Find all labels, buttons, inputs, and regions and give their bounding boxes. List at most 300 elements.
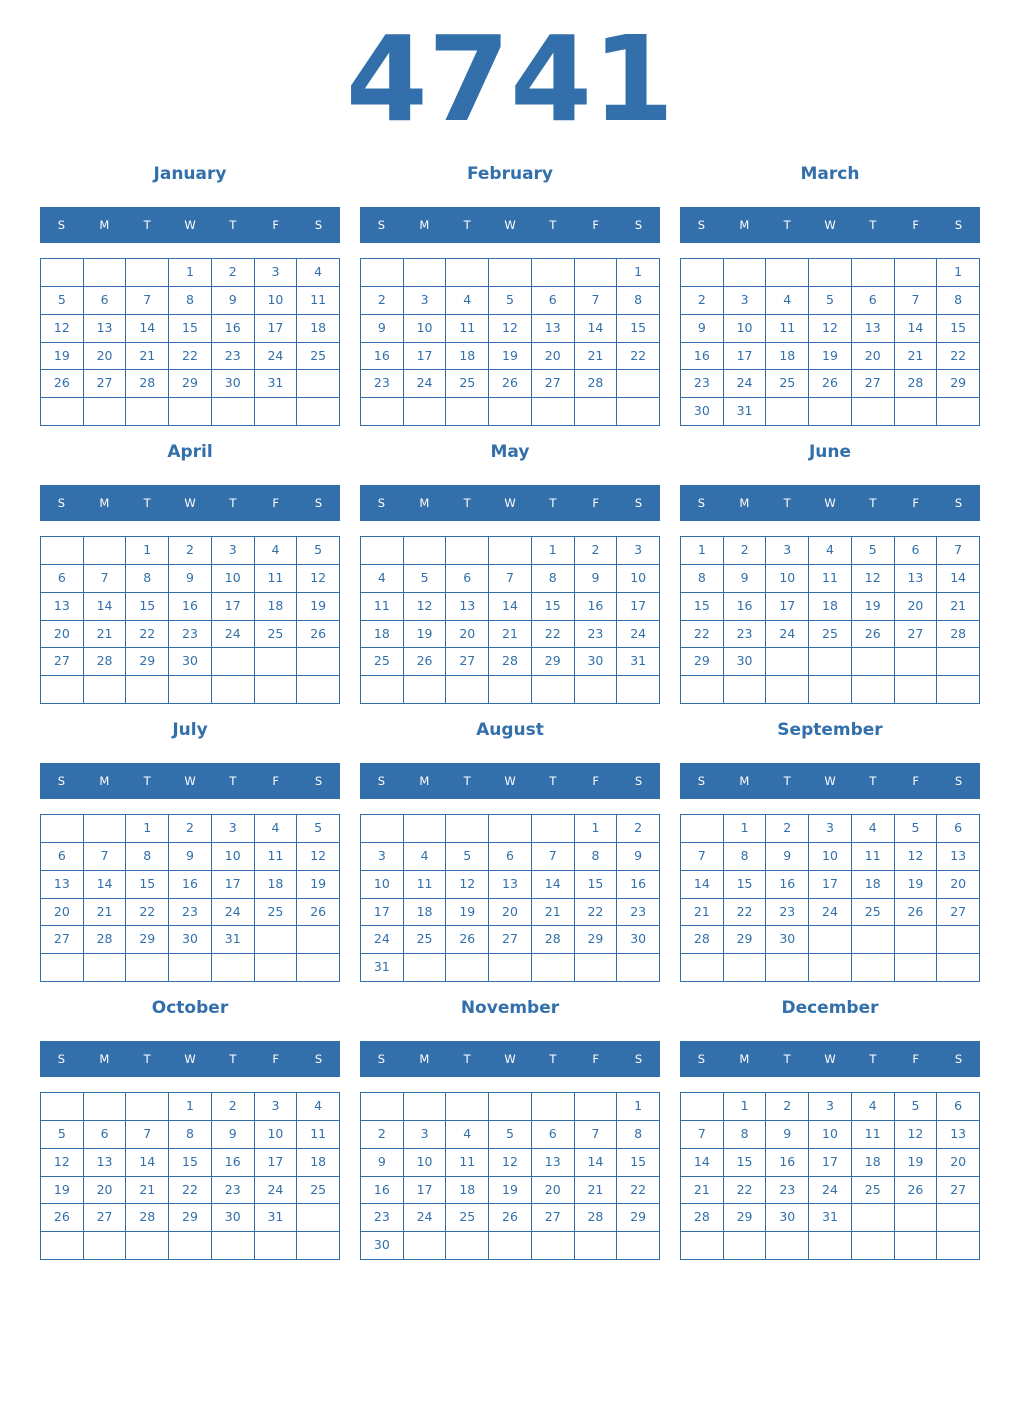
- day-cell: 5: [489, 1121, 532, 1149]
- day-cell: 8: [681, 565, 724, 593]
- day-cell: 6: [41, 565, 84, 593]
- day-cell: 2: [361, 287, 404, 315]
- day-cell: 6: [852, 287, 895, 315]
- weekday-label: S: [697, 496, 706, 510]
- day-cell: 16: [681, 343, 724, 371]
- weekday-label: W: [824, 774, 836, 788]
- weekday-label: S: [377, 496, 386, 510]
- empty-day-cell: [41, 815, 84, 843]
- weekday-label: W: [824, 1052, 836, 1066]
- day-cell: 5: [446, 843, 489, 871]
- empty-day-cell: [766, 1232, 809, 1260]
- day-cell: 22: [169, 1177, 212, 1205]
- weekday-header: [40, 207, 340, 243]
- day-cell: 11: [809, 565, 852, 593]
- day-cell: 4: [255, 537, 298, 565]
- empty-day-cell: [297, 926, 340, 954]
- weekday-label: W: [184, 774, 196, 788]
- month-name: July: [172, 720, 208, 740]
- day-cell: 25: [852, 1177, 895, 1205]
- day-cell: 24: [404, 1204, 447, 1232]
- empty-day-cell: [852, 1232, 895, 1260]
- day-cell: 28: [126, 370, 169, 398]
- weekday-label: T: [869, 496, 877, 510]
- day-cell: 30: [169, 648, 212, 676]
- day-cell: 8: [532, 565, 575, 593]
- day-cell: 13: [84, 1149, 127, 1177]
- day-cell: 8: [169, 1121, 212, 1149]
- day-cell: 19: [404, 621, 447, 649]
- day-cell: 26: [489, 370, 532, 398]
- empty-day-cell: [724, 954, 767, 982]
- day-cell: 18: [404, 899, 447, 927]
- day-cell: 30: [212, 370, 255, 398]
- weekday-label: S: [954, 774, 963, 788]
- day-cell: 17: [212, 593, 255, 621]
- day-cell: 7: [937, 537, 980, 565]
- day-cell: 25: [297, 1177, 340, 1205]
- weekday-label: F: [272, 1052, 280, 1066]
- day-cell: 30: [766, 926, 809, 954]
- weekday-label: S: [57, 496, 66, 510]
- day-cell: 8: [724, 1121, 767, 1149]
- empty-day-cell: [895, 676, 938, 704]
- day-cell: 14: [681, 1149, 724, 1177]
- day-grid: [360, 258, 660, 426]
- empty-day-cell: [724, 259, 767, 287]
- weekday-label: T: [549, 1052, 557, 1066]
- day-cell: 26: [809, 370, 852, 398]
- day-cell: 22: [169, 343, 212, 371]
- day-cell: 21: [126, 1177, 169, 1205]
- empty-day-cell: [895, 1232, 938, 1260]
- weekday-label: M: [739, 496, 750, 510]
- day-cell: 27: [937, 1177, 980, 1205]
- weekday-label: T: [463, 1052, 471, 1066]
- day-cell: 24: [212, 899, 255, 927]
- day-cell: 1: [724, 815, 767, 843]
- empty-day-cell: [852, 676, 895, 704]
- day-cell: 7: [895, 287, 938, 315]
- empty-day-cell: [255, 398, 298, 426]
- empty-day-cell: [126, 398, 169, 426]
- day-cell: 20: [446, 621, 489, 649]
- day-cell: 1: [126, 815, 169, 843]
- day-cell: 29: [169, 370, 212, 398]
- day-cell: 26: [297, 899, 340, 927]
- day-cell: 15: [532, 593, 575, 621]
- day-cell: 8: [937, 287, 980, 315]
- weekday-header: [40, 763, 340, 799]
- day-cell: 17: [404, 1177, 447, 1205]
- day-cell: 5: [297, 537, 340, 565]
- weekday-header: [360, 485, 660, 521]
- day-cell: 10: [809, 843, 852, 871]
- day-cell: 4: [852, 1093, 895, 1121]
- day-cell: 12: [489, 315, 532, 343]
- day-cell: 14: [84, 593, 127, 621]
- empty-day-cell: [361, 815, 404, 843]
- day-cell: 11: [297, 287, 340, 315]
- day-cell: 6: [532, 287, 575, 315]
- day-cell: 18: [852, 871, 895, 899]
- weekday-label: W: [184, 496, 196, 510]
- day-cell: 12: [446, 871, 489, 899]
- day-cell: 20: [937, 871, 980, 899]
- weekday-label: M: [99, 218, 110, 232]
- empty-day-cell: [937, 1204, 980, 1232]
- empty-day-cell: [84, 1093, 127, 1121]
- day-cell: 4: [404, 843, 447, 871]
- weekday-label: F: [912, 1052, 920, 1066]
- day-cell: 15: [169, 315, 212, 343]
- day-cell: 11: [255, 843, 298, 871]
- empty-day-cell: [766, 398, 809, 426]
- day-cell: 30: [724, 648, 767, 676]
- empty-day-cell: [404, 398, 447, 426]
- day-cell: 5: [895, 815, 938, 843]
- empty-day-cell: [852, 648, 895, 676]
- day-cell: 26: [852, 621, 895, 649]
- day-cell: 21: [84, 621, 127, 649]
- month-name: May: [490, 442, 530, 462]
- day-cell: 16: [575, 593, 618, 621]
- day-cell: 23: [212, 343, 255, 371]
- empty-day-cell: [404, 259, 447, 287]
- day-cell: 7: [681, 1121, 724, 1149]
- day-cell: 9: [681, 315, 724, 343]
- weekday-label: F: [912, 218, 920, 232]
- day-grid: [680, 258, 980, 426]
- empty-day-cell: [532, 1093, 575, 1121]
- day-cell: 24: [212, 621, 255, 649]
- empty-day-cell: [617, 1232, 660, 1260]
- empty-day-cell: [532, 815, 575, 843]
- day-cell: 24: [255, 1177, 298, 1205]
- day-cell: 25: [404, 926, 447, 954]
- empty-day-cell: [297, 954, 340, 982]
- day-cell: 31: [809, 1204, 852, 1232]
- empty-day-cell: [361, 676, 404, 704]
- day-cell: 27: [446, 648, 489, 676]
- day-cell: 31: [212, 926, 255, 954]
- day-cell: 20: [532, 343, 575, 371]
- day-cell: 9: [766, 1121, 809, 1149]
- day-cell: 27: [895, 621, 938, 649]
- empty-day-cell: [361, 398, 404, 426]
- weekday-label: M: [739, 218, 750, 232]
- empty-day-cell: [41, 954, 84, 982]
- weekday-label: T: [463, 496, 471, 510]
- day-cell: 22: [126, 899, 169, 927]
- month-name: November: [460, 998, 560, 1018]
- weekday-label: S: [697, 218, 706, 232]
- day-cell: 25: [446, 370, 489, 398]
- day-cell: 4: [297, 259, 340, 287]
- day-cell: 6: [937, 1093, 980, 1121]
- day-cell: 19: [446, 899, 489, 927]
- day-cell: 15: [937, 315, 980, 343]
- day-cell: 7: [126, 287, 169, 315]
- weekday-label: T: [229, 496, 237, 510]
- day-cell: 22: [724, 899, 767, 927]
- day-cell: 23: [617, 899, 660, 927]
- day-cell: 2: [361, 1121, 404, 1149]
- day-cell: 9: [361, 315, 404, 343]
- empty-day-cell: [126, 259, 169, 287]
- day-cell: 19: [489, 1177, 532, 1205]
- day-cell: 1: [937, 259, 980, 287]
- empty-day-cell: [404, 676, 447, 704]
- empty-day-cell: [937, 676, 980, 704]
- empty-day-cell: [41, 398, 84, 426]
- day-cell: 5: [809, 287, 852, 315]
- day-cell: 18: [297, 315, 340, 343]
- day-grid: [680, 536, 980, 704]
- weekday-label: F: [592, 218, 600, 232]
- empty-day-cell: [489, 537, 532, 565]
- day-cell: 7: [489, 565, 532, 593]
- empty-day-cell: [84, 954, 127, 982]
- day-cell: 14: [489, 593, 532, 621]
- empty-day-cell: [255, 676, 298, 704]
- day-grid: [360, 814, 660, 982]
- day-cell: 1: [617, 1093, 660, 1121]
- day-cell: 5: [297, 815, 340, 843]
- day-cell: 4: [255, 815, 298, 843]
- day-cell: 17: [724, 343, 767, 371]
- weekday-label: T: [549, 774, 557, 788]
- empty-day-cell: [489, 398, 532, 426]
- empty-day-cell: [169, 676, 212, 704]
- day-cell: 13: [84, 315, 127, 343]
- day-cell: 19: [41, 1177, 84, 1205]
- day-cell: 10: [212, 565, 255, 593]
- weekday-label: F: [592, 774, 600, 788]
- empty-day-cell: [809, 648, 852, 676]
- day-cell: 10: [212, 843, 255, 871]
- weekday-label: F: [592, 1052, 600, 1066]
- day-cell: 5: [404, 565, 447, 593]
- day-cell: 16: [766, 1149, 809, 1177]
- day-cell: 21: [681, 899, 724, 927]
- empty-day-cell: [937, 954, 980, 982]
- day-cell: 13: [41, 593, 84, 621]
- day-cell: 29: [575, 926, 618, 954]
- day-cell: 12: [895, 843, 938, 871]
- day-cell: 7: [126, 1121, 169, 1149]
- empty-day-cell: [617, 370, 660, 398]
- day-cell: 18: [297, 1149, 340, 1177]
- day-grid: [360, 1092, 660, 1260]
- day-cell: 29: [724, 1204, 767, 1232]
- day-cell: 13: [532, 315, 575, 343]
- day-cell: 15: [575, 871, 618, 899]
- day-cell: 10: [361, 871, 404, 899]
- day-cell: 23: [361, 1204, 404, 1232]
- day-cell: 18: [852, 1149, 895, 1177]
- day-cell: 21: [575, 1177, 618, 1205]
- day-cell: 22: [575, 899, 618, 927]
- day-cell: 23: [169, 899, 212, 927]
- empty-day-cell: [84, 259, 127, 287]
- day-cell: 9: [361, 1149, 404, 1177]
- weekday-label: W: [824, 218, 836, 232]
- day-cell: 3: [212, 537, 255, 565]
- empty-day-cell: [126, 1093, 169, 1121]
- day-cell: 25: [446, 1204, 489, 1232]
- empty-day-cell: [361, 1093, 404, 1121]
- day-cell: 26: [895, 1177, 938, 1205]
- day-cell: 20: [41, 899, 84, 927]
- day-cell: 12: [489, 1149, 532, 1177]
- day-cell: 2: [169, 815, 212, 843]
- day-cell: 1: [169, 1093, 212, 1121]
- weekday-label: M: [99, 774, 110, 788]
- empty-day-cell: [809, 926, 852, 954]
- empty-day-cell: [532, 398, 575, 426]
- weekday-label: S: [634, 218, 643, 232]
- empty-day-cell: [255, 926, 298, 954]
- day-cell: 11: [446, 1149, 489, 1177]
- day-cell: 4: [809, 537, 852, 565]
- day-cell: 5: [895, 1093, 938, 1121]
- weekday-label: W: [184, 218, 196, 232]
- day-cell: 15: [617, 315, 660, 343]
- day-cell: 17: [809, 1149, 852, 1177]
- weekday-header: [40, 485, 340, 521]
- empty-day-cell: [489, 1093, 532, 1121]
- day-cell: 17: [404, 343, 447, 371]
- day-cell: 24: [809, 899, 852, 927]
- empty-day-cell: [255, 1232, 298, 1260]
- empty-day-cell: [446, 815, 489, 843]
- empty-day-cell: [575, 398, 618, 426]
- empty-day-cell: [255, 954, 298, 982]
- empty-day-cell: [446, 954, 489, 982]
- day-cell: 12: [404, 593, 447, 621]
- day-cell: 8: [575, 843, 618, 871]
- empty-day-cell: [852, 1204, 895, 1232]
- day-cell: 10: [404, 315, 447, 343]
- day-cell: 16: [361, 1177, 404, 1205]
- day-cell: 13: [446, 593, 489, 621]
- day-cell: 23: [212, 1177, 255, 1205]
- weekday-label: T: [229, 774, 237, 788]
- empty-day-cell: [404, 1232, 447, 1260]
- day-cell: 3: [404, 287, 447, 315]
- empty-day-cell: [575, 259, 618, 287]
- day-cell: 8: [724, 843, 767, 871]
- day-cell: 3: [724, 287, 767, 315]
- empty-day-cell: [41, 676, 84, 704]
- weekday-label: S: [697, 774, 706, 788]
- day-cell: 15: [617, 1149, 660, 1177]
- month-name: December: [781, 998, 879, 1018]
- day-cell: 30: [575, 648, 618, 676]
- day-cell: 9: [724, 565, 767, 593]
- empty-day-cell: [446, 259, 489, 287]
- day-cell: 24: [404, 370, 447, 398]
- day-cell: 20: [937, 1149, 980, 1177]
- empty-day-cell: [41, 1232, 84, 1260]
- weekday-label: F: [912, 774, 920, 788]
- day-cell: 2: [212, 1093, 255, 1121]
- day-cell: 18: [809, 593, 852, 621]
- weekday-label: F: [272, 218, 280, 232]
- empty-day-cell: [766, 648, 809, 676]
- weekday-label: T: [869, 1052, 877, 1066]
- day-cell: 28: [575, 1204, 618, 1232]
- month-name: February: [466, 164, 554, 184]
- day-cell: 21: [575, 343, 618, 371]
- empty-day-cell: [681, 1093, 724, 1121]
- empty-day-cell: [212, 398, 255, 426]
- day-cell: 14: [575, 1149, 618, 1177]
- day-cell: 30: [766, 1204, 809, 1232]
- day-cell: 28: [532, 926, 575, 954]
- day-cell: 19: [489, 343, 532, 371]
- empty-day-cell: [681, 259, 724, 287]
- month-name: September: [777, 720, 883, 740]
- day-cell: 15: [681, 593, 724, 621]
- day-cell: 28: [84, 926, 127, 954]
- weekday-label: T: [783, 1052, 791, 1066]
- weekday-header: [360, 763, 660, 799]
- empty-day-cell: [681, 1232, 724, 1260]
- empty-day-cell: [724, 676, 767, 704]
- day-cell: 28: [126, 1204, 169, 1232]
- day-cell: 4: [297, 1093, 340, 1121]
- day-cell: 30: [361, 1232, 404, 1260]
- empty-day-cell: [297, 370, 340, 398]
- day-grid: [40, 814, 340, 982]
- day-cell: 14: [126, 315, 169, 343]
- day-cell: 14: [532, 871, 575, 899]
- empty-day-cell: [895, 1204, 938, 1232]
- month-name: January: [153, 164, 227, 184]
- day-cell: 28: [681, 1204, 724, 1232]
- day-cell: 16: [169, 871, 212, 899]
- empty-day-cell: [84, 676, 127, 704]
- day-cell: 12: [41, 1149, 84, 1177]
- day-cell: 27: [41, 926, 84, 954]
- day-cell: 13: [937, 1121, 980, 1149]
- day-cell: 28: [895, 370, 938, 398]
- weekday-header: [40, 1041, 340, 1077]
- day-cell: 23: [575, 621, 618, 649]
- weekday-label: S: [377, 774, 386, 788]
- empty-day-cell: [169, 1232, 212, 1260]
- day-cell: 23: [766, 899, 809, 927]
- day-cell: 26: [41, 1204, 84, 1232]
- day-cell: 1: [126, 537, 169, 565]
- weekday-label: T: [463, 218, 471, 232]
- day-cell: 10: [617, 565, 660, 593]
- day-cell: 12: [297, 843, 340, 871]
- day-cell: 22: [617, 1177, 660, 1205]
- weekday-label: S: [634, 1052, 643, 1066]
- empty-day-cell: [212, 676, 255, 704]
- empty-day-cell: [532, 676, 575, 704]
- day-cell: 29: [532, 648, 575, 676]
- day-cell: 6: [895, 537, 938, 565]
- day-cell: 9: [766, 843, 809, 871]
- weekday-label: F: [912, 496, 920, 510]
- day-cell: 24: [617, 621, 660, 649]
- empty-day-cell: [532, 954, 575, 982]
- weekday-label: M: [739, 1052, 750, 1066]
